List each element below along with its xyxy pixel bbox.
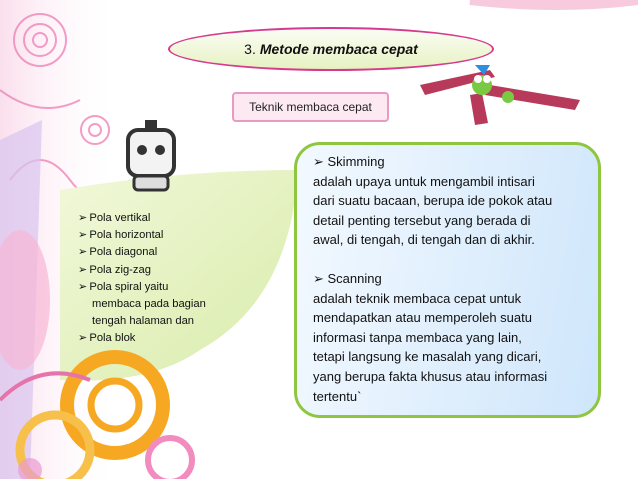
arrow-bullet-icon: ➢ <box>313 154 328 169</box>
arrow-check-icon: ➢ <box>78 332 88 345</box>
robot-mascot <box>128 120 174 190</box>
scanning-line: informasi tanpa membaca yang lain, <box>313 329 522 345</box>
list-item: ➢ Pola spiral yaitu <box>78 280 169 293</box>
skimming-line: awal, di tengah, di tengah dan di akhir. <box>313 232 535 248</box>
scanning-heading: ➢ Scanning <box>313 270 382 286</box>
list-continuation: tengah halaman dan <box>92 315 195 328</box>
arrow-check-icon: ➢ <box>78 246 88 259</box>
list-item: ➢ Pola blok <box>78 332 136 345</box>
arrow-check-icon: ➢ <box>78 280 88 293</box>
fan-frog-illustration <box>420 65 580 125</box>
reading-pattern-list <box>78 210 206 348</box>
list-item: ➢ Pola diagonal <box>78 246 158 259</box>
skimming-line: detail penting tersebut yang berada di <box>313 212 531 228</box>
arrow-bullet-icon: ➢ <box>313 270 328 286</box>
skimming-heading: ➢ Skimming <box>313 154 385 169</box>
arrow-check-icon: ➢ <box>78 229 88 242</box>
list-item: ➢ Pola horizontal <box>78 229 164 242</box>
info-text <box>313 152 587 406</box>
scanning-line: yang berupa fakta khusus atau informasi <box>313 368 548 384</box>
skimming-line: dari suatu bacaan, berupa ide pokok atau <box>313 193 553 209</box>
skimming-line: adalah upaya untuk mengambil intisari <box>313 173 535 189</box>
list-continuation: membaca pada bagian <box>92 298 206 311</box>
list-item: ➢ Pola vertikal <box>78 212 151 224</box>
scanning-line: tetapi langsung ke masalah yang dicari, <box>313 349 542 365</box>
arrow-check-icon: ➢ <box>78 212 88 224</box>
title-banner <box>168 27 494 71</box>
subtitle-box: Teknik membaca cepat <box>232 92 389 122</box>
title-text: Metode membaca cepat <box>259 41 418 57</box>
scanning-line: adalah teknik membaca cepat untuk <box>313 290 522 306</box>
title-number: 3. <box>244 41 256 57</box>
list-item: ➢ Pola zig-zag <box>78 263 151 276</box>
arrow-check-icon: ➢ <box>78 263 88 276</box>
scanning-line: mendapatkan atau memperoleh suatu <box>313 310 532 326</box>
scanning-line: tertentu` <box>313 388 362 404</box>
